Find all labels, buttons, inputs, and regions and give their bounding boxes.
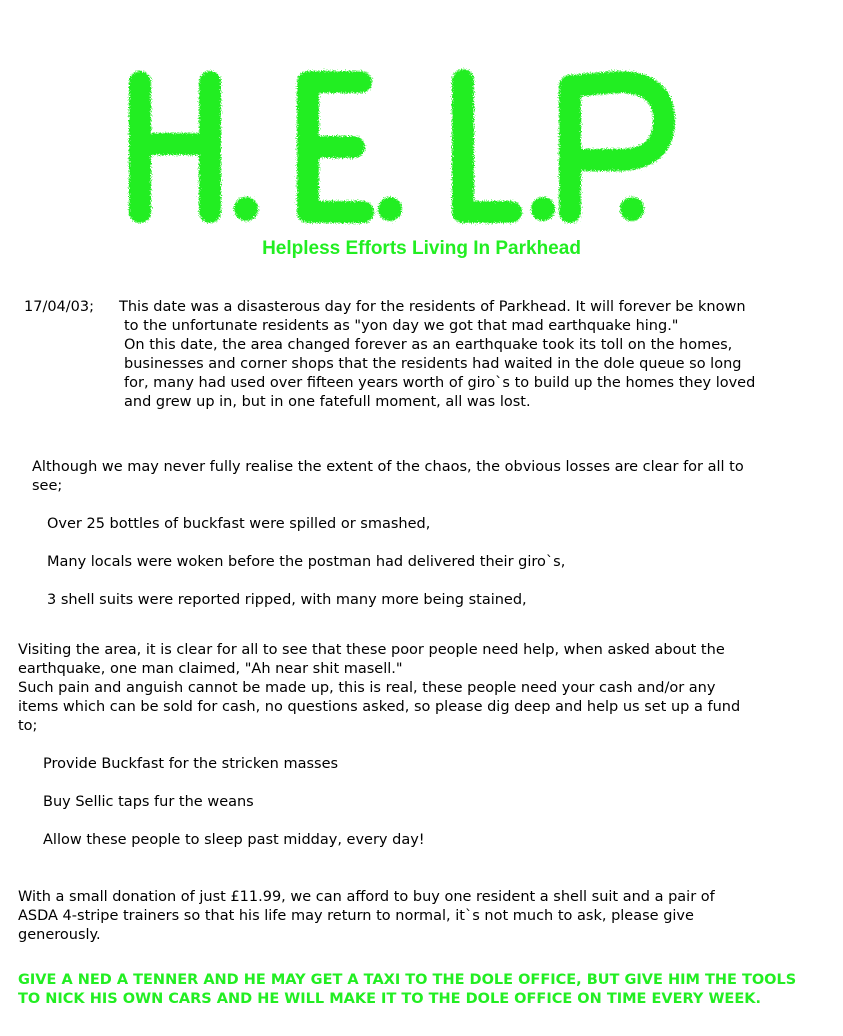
slogan-line: TO NICK HIS OWN CARS AND HE WILL MAKE IT TO THE DOLE OFFICE ON TIME EVERY WEEK. <box>18 991 761 1007</box>
donation-line: generously. <box>18 927 101 943</box>
logo-letter-e <box>308 82 363 212</box>
logo-letter-l <box>463 80 511 212</box>
losses-item: Many locals were woken before the postman had delivered their giro`s, <box>47 554 566 570</box>
losses-item: 3 shell suits were reported ripped, with many more being stained, <box>47 592 527 608</box>
entry-line: to the unfortunate residents as "yon day we got that mad earthquake hing." <box>124 318 679 334</box>
logo-dot-2 <box>378 197 402 221</box>
visit-line: Visiting the area, it is clear for all to see that these poor people need help, when asked about the <box>18 642 725 658</box>
subtitle: Helpless Efforts Living In Parkhead <box>262 238 581 259</box>
entry-line: businesses and corner shops that the residents had waited in the dole queue so long <box>124 356 742 372</box>
entry-line: for, many had used over fifteen years worth of giro`s to build up the homes they loved <box>124 375 756 391</box>
entry-line: On this date, the area changed forever as an earthquake took its toll on the homes, <box>124 337 733 353</box>
visit-line: earthquake, one man claimed, "Ah near shit masell." <box>18 661 403 677</box>
logo-dot-4 <box>620 197 644 221</box>
losses-item: Over 25 bottles of buckfast were spilled or smashed, <box>47 516 431 532</box>
entry-line: This date was a disasterous day for the residents of Parkhead. It will forever be known <box>119 299 746 315</box>
losses-intro-line: Although we may never fully realise the extent of the chaos, the obvious losses are clear for all to <box>32 459 744 475</box>
logo-dots <box>234 197 644 221</box>
fund-item: Buy Sellic taps fur the weans <box>43 794 254 810</box>
help-logo <box>118 52 698 242</box>
visit-line: to; <box>18 718 38 734</box>
donation-line: With a small donation of just £11.99, we can afford to buy one resident a shell suit and a pair of <box>18 889 715 905</box>
entry-line: and grew up in, but in one fatefull moment, all was lost. <box>124 394 531 410</box>
fund-item: Allow these people to sleep past midday, every day! <box>43 832 425 848</box>
slogan-line: GIVE A NED A TENNER AND HE MAY GET A TAXI TO THE DOLE OFFICE, BUT GIVE HIM THE TOOLS <box>18 972 797 988</box>
donation-line: ASDA 4-stripe trainers so that his life may return to normal, it`s not much to ask, please give <box>18 908 694 924</box>
losses-intro-line: see; <box>32 478 63 494</box>
logo-letter-h <box>140 82 210 212</box>
fund-item: Provide Buckfast for the stricken masses <box>43 756 339 772</box>
visit-line: items which can be sold for cash, no questions asked, so please dig deep and help us set up a fund <box>18 699 741 715</box>
logo-letters <box>140 80 664 212</box>
logo-dot-3 <box>531 197 555 221</box>
logo-dot-1 <box>234 197 258 221</box>
entry-date: 17/04/03; <box>24 299 95 315</box>
logo-letter-p <box>570 82 664 212</box>
visit-line: Such pain and anguish cannot be made up, this is real, these people need your cash and/or any <box>18 680 716 696</box>
